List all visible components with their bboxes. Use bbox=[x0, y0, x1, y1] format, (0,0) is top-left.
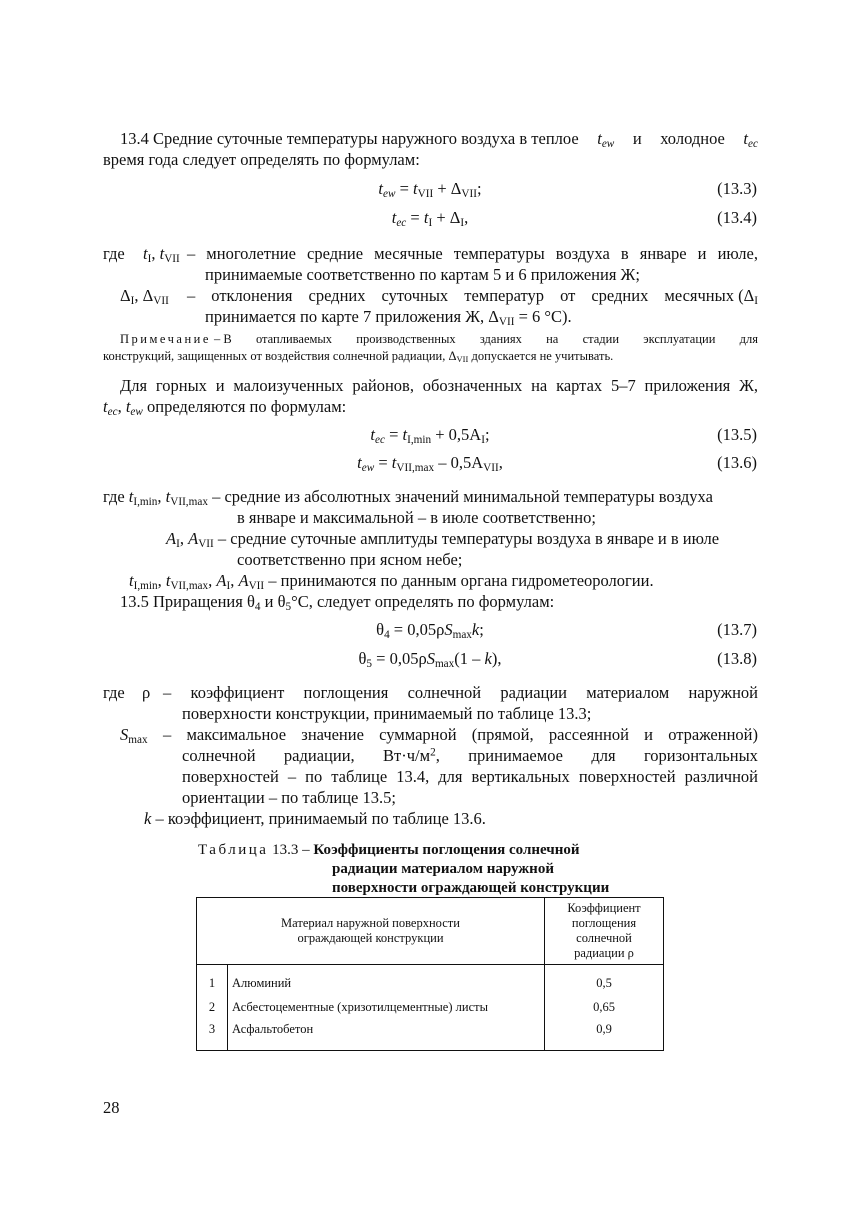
symbol: t bbox=[743, 129, 748, 148]
row-number: 1 bbox=[197, 971, 228, 995]
symbol: θ bbox=[376, 620, 385, 639]
subscript: I,min bbox=[133, 579, 158, 592]
symbol: t bbox=[370, 425, 375, 444]
text-span: поверхности ограждающей конструкции bbox=[332, 880, 610, 896]
subscript: ew bbox=[383, 187, 396, 200]
def2-text-line2 bbox=[205, 306, 572, 327]
subscript: 5 bbox=[285, 600, 292, 613]
row-material: Асфальтобетон bbox=[228, 1019, 545, 1051]
text-span: , bbox=[208, 571, 217, 590]
word: на bbox=[546, 332, 559, 346]
row-material: Асбестоцементные (хризотилцементные) листы bbox=[228, 995, 545, 1019]
text-span: 13.3 – bbox=[268, 842, 314, 858]
paragraph-13-4-line1 bbox=[120, 128, 758, 149]
text-span: , bbox=[230, 571, 239, 590]
equation-number-13-7: (13.7) bbox=[717, 620, 757, 639]
table-row bbox=[197, 1019, 664, 1051]
subscript: VII,max bbox=[170, 495, 208, 508]
symbol: k bbox=[471, 620, 480, 639]
subscript: ec bbox=[747, 137, 758, 150]
note-line1 bbox=[120, 331, 758, 348]
def2-symbols bbox=[120, 285, 169, 306]
subscript: ew bbox=[130, 405, 143, 418]
table-row bbox=[197, 971, 664, 995]
subscript: VII,max bbox=[396, 461, 435, 474]
header-coefficient bbox=[545, 898, 664, 965]
symbol: t bbox=[597, 129, 602, 148]
formula-13-6 bbox=[260, 452, 600, 473]
absorption-table bbox=[196, 897, 664, 1051]
text-span: – bbox=[210, 332, 224, 346]
text-span: где bbox=[103, 487, 129, 506]
def7-text-line3: поверхностей – по таблице 13.4, для вертикальных поверхностей различной bbox=[182, 767, 758, 786]
formula-13-4 bbox=[260, 207, 600, 228]
text-span: ; bbox=[476, 179, 482, 198]
subscript: I bbox=[176, 537, 180, 550]
symbol: t bbox=[391, 453, 397, 472]
def8-line bbox=[144, 808, 486, 829]
text-span: , bbox=[151, 244, 160, 263]
where-label-6: где bbox=[103, 683, 125, 702]
symbol: t bbox=[129, 571, 134, 590]
subscript: VII bbox=[483, 461, 499, 474]
text-span: , bbox=[117, 397, 126, 416]
subscript: VII bbox=[456, 354, 469, 365]
table-row bbox=[197, 995, 664, 1019]
symbol: Δ bbox=[120, 286, 131, 305]
def7-text-line2 bbox=[182, 745, 758, 766]
symbol: t bbox=[128, 487, 134, 506]
subscript: I bbox=[460, 216, 465, 229]
text-span: и θ bbox=[260, 592, 286, 611]
subscript: 4 bbox=[384, 628, 390, 641]
subscript: I,min bbox=[133, 495, 158, 508]
superscript: 2 bbox=[430, 746, 436, 759]
symbol: S bbox=[120, 725, 129, 744]
subscript: ew bbox=[601, 137, 615, 150]
symbol: t bbox=[402, 425, 408, 444]
def3-line1 bbox=[103, 486, 713, 507]
subscript: 5 bbox=[366, 657, 373, 670]
def6-text-line1: – коэффициент поглощения солнечной радиации материалом наружной bbox=[163, 683, 758, 702]
text-span: (1 – bbox=[454, 649, 485, 668]
symbol: k bbox=[144, 809, 152, 828]
word: суточных bbox=[381, 286, 449, 305]
text-span: 13.4 Средние суточные температуры наружного воздуха в теплое bbox=[120, 129, 579, 148]
subscript: I,min bbox=[407, 433, 432, 446]
subscript: VII,max bbox=[170, 579, 209, 592]
word: горизонтальных bbox=[643, 746, 758, 765]
equation-number-13-4: (13.4) bbox=[717, 208, 757, 227]
text-span: 13.5 Приращения θ bbox=[120, 592, 255, 611]
paragraph-mountain-line2 bbox=[103, 396, 346, 417]
text-span: , bbox=[179, 529, 189, 548]
text-span: ; bbox=[484, 425, 490, 444]
subscript: VII bbox=[164, 252, 180, 265]
formula-13-7 bbox=[260, 619, 600, 640]
word: принимаемое bbox=[468, 746, 563, 765]
word: – bbox=[187, 286, 196, 305]
text-span: + 0,5A bbox=[431, 425, 482, 444]
page-number: 28 bbox=[103, 1098, 120, 1117]
text-span: радиации ρ bbox=[574, 946, 634, 960]
symbol: t bbox=[143, 244, 148, 263]
row-value: 0,5 bbox=[545, 971, 664, 995]
symbol: S bbox=[444, 620, 453, 639]
word: стадии bbox=[582, 332, 620, 346]
word: для bbox=[591, 746, 616, 765]
paragraph-13-5 bbox=[120, 591, 554, 612]
symbol: A bbox=[188, 529, 199, 548]
subscript: I bbox=[130, 294, 135, 307]
text-span: = bbox=[406, 208, 424, 227]
text-span: ), bbox=[491, 649, 502, 668]
text-span: и bbox=[632, 129, 642, 148]
text-span: Материал наружной поверхности bbox=[281, 916, 460, 930]
def1-symbols bbox=[143, 243, 180, 264]
symbol: A bbox=[166, 529, 177, 548]
text-span: ; bbox=[479, 620, 484, 639]
def4-line2: соответственно при ясном небе; bbox=[237, 550, 463, 569]
equation-number-13-5: (13.5) bbox=[717, 425, 757, 444]
text-span: = 0,05ρ bbox=[372, 649, 427, 668]
text-span: = bbox=[395, 179, 414, 198]
text-span: , bbox=[157, 571, 166, 590]
text-span: Таблица bbox=[198, 842, 269, 858]
text-span: ограждающей конструкции bbox=[297, 931, 444, 945]
symbol: t bbox=[103, 397, 108, 416]
subscript: I bbox=[226, 579, 231, 592]
symbol: t bbox=[165, 571, 171, 590]
symbol: t bbox=[423, 208, 429, 227]
symbol: t bbox=[165, 487, 171, 506]
word: месячных ($\Delta_I$ bbox=[664, 286, 758, 307]
symbol: t bbox=[125, 397, 131, 416]
equation-number-13-6: (13.6) bbox=[717, 453, 757, 472]
text-span: Примечание bbox=[120, 332, 211, 346]
subscript: ec bbox=[375, 433, 385, 446]
text-span: – средние из абсолютных значений минимальной температуры воздуха bbox=[207, 487, 713, 506]
text-span: холодное bbox=[660, 129, 725, 148]
table-caption-line3 bbox=[332, 878, 609, 899]
subscript: I bbox=[428, 216, 433, 229]
word: $Вт\cdot ч/м^2$, bbox=[383, 746, 440, 765]
row-value: 0,9 bbox=[545, 1019, 664, 1051]
formula-13-8 bbox=[260, 648, 600, 669]
text-span: = 6 °C). bbox=[514, 307, 572, 326]
symbol-t-ew bbox=[597, 128, 614, 149]
text-span: конструкций, защищенных от воздействия солнечной радиации, Δ bbox=[103, 349, 457, 363]
def7-symbol bbox=[120, 724, 148, 745]
symbol: k bbox=[484, 649, 492, 668]
word: отапливаемых bbox=[255, 332, 333, 346]
symbol-t-ec bbox=[743, 128, 758, 149]
text-span: – 0,5A bbox=[434, 453, 484, 472]
text-span: солнечной bbox=[576, 931, 632, 945]
text-span: , bbox=[464, 208, 469, 227]
text-span: – принимаются по данным органа гидрометеорологии. bbox=[264, 571, 654, 590]
symbol: θ bbox=[358, 649, 367, 668]
word: средних bbox=[591, 286, 649, 305]
equation-number-13-8: (13.8) bbox=[717, 649, 757, 668]
word: от bbox=[560, 286, 576, 305]
subscript: VII bbox=[153, 294, 169, 307]
def1-text-line1: – многолетние средние месячные температуры воздуха в январе и июле, bbox=[187, 244, 758, 263]
def6-text-line2: поверхности конструкции, принимаемый по таблице 13.3; bbox=[182, 704, 592, 723]
symbol: t bbox=[413, 179, 418, 198]
formula-13-3 bbox=[260, 178, 600, 199]
table-caption-line2 bbox=[332, 859, 554, 880]
text-span: , bbox=[498, 453, 503, 472]
text-span: °C, следует определять по формулам: bbox=[291, 592, 555, 611]
subscript: max bbox=[434, 657, 455, 670]
word: солнечной bbox=[182, 746, 256, 765]
subscript: I bbox=[147, 252, 152, 265]
def7-text-line1: – максимальное значение суммарной (прямой, рассеянной и отраженной) bbox=[163, 725, 758, 744]
text-span: Коэффициент bbox=[567, 901, 641, 915]
note-line2 bbox=[103, 348, 613, 365]
paragraph-mountain-line1: Для горных и малоизученных районов, обозначенных на картах 5–7 приложения Ж, bbox=[120, 376, 758, 395]
word: производственных bbox=[356, 332, 456, 346]
text-span: – коэффициент, принимаемый по таблице 13.6. bbox=[151, 809, 486, 828]
subscript: max bbox=[128, 733, 148, 746]
text-span: поглощения bbox=[571, 916, 637, 930]
word: температур bbox=[464, 286, 545, 305]
subscript: VII bbox=[461, 187, 477, 200]
symbol: , Δ bbox=[134, 286, 154, 305]
word: эксплуатации bbox=[643, 332, 716, 346]
word: зданиях bbox=[479, 332, 522, 346]
def1-text-line2: принимаемые соответственно по картам 5 и 6 приложения Ж; bbox=[205, 265, 640, 284]
table-caption-line1 bbox=[198, 840, 580, 861]
equation-number-13-3: (13.3) bbox=[717, 179, 757, 198]
symbol: t bbox=[159, 244, 165, 263]
text-span: = bbox=[384, 425, 403, 444]
text-span: + Δ bbox=[432, 208, 461, 227]
subscript: VII bbox=[498, 315, 515, 328]
text-span: – средние суточные амплитуды температуры воздуха в январе и в июле bbox=[213, 529, 720, 548]
text-span: = 0,05ρ bbox=[389, 620, 445, 639]
text-span: , bbox=[157, 487, 166, 506]
subscript: max bbox=[452, 628, 472, 641]
subscript: ew bbox=[361, 461, 375, 474]
row-value: 0,65 bbox=[545, 995, 664, 1019]
subscript: ec bbox=[396, 216, 407, 229]
where-label-1: где bbox=[103, 244, 125, 263]
def2-text-line1 bbox=[187, 285, 758, 306]
def5-line bbox=[129, 570, 654, 591]
word: для bbox=[739, 332, 758, 346]
subscript: ec bbox=[107, 405, 118, 418]
subscript: VII bbox=[248, 579, 265, 592]
word: средних bbox=[308, 286, 366, 305]
word: радиации, bbox=[283, 746, 355, 765]
text-span: Коэффициенты поглощения солнечной bbox=[313, 842, 580, 858]
row-material: Алюминий bbox=[228, 971, 545, 995]
note-label: Примечание – В bbox=[120, 332, 232, 346]
word: отклонения bbox=[211, 286, 293, 305]
def3-line2: в январе и максимальной – в июле соответственно; bbox=[237, 508, 596, 527]
text-span: принимается по карте 7 приложения Ж, Δ bbox=[205, 307, 499, 326]
subscript: VII bbox=[198, 537, 214, 550]
symbol: t bbox=[391, 208, 397, 227]
symbol: t bbox=[378, 179, 384, 198]
table-header-row bbox=[197, 898, 664, 965]
symbol: A bbox=[238, 571, 249, 590]
subscript: VII bbox=[417, 187, 434, 200]
text-span: радиации материалом наружной bbox=[332, 861, 554, 877]
symbol: t bbox=[357, 453, 362, 472]
def6-symbol: ρ bbox=[142, 683, 151, 702]
row-number: 3 bbox=[197, 1019, 228, 1051]
symbol: S bbox=[426, 649, 435, 668]
def4-line1 bbox=[166, 528, 719, 549]
text-span: + Δ bbox=[433, 179, 462, 198]
def7-text-line4: ориентации – по таблице 13.5; bbox=[182, 788, 396, 807]
symbol: A bbox=[216, 571, 227, 590]
text-span: допускается не учитывать. bbox=[468, 349, 614, 363]
header-material bbox=[197, 898, 545, 965]
formula-13-5 bbox=[260, 424, 600, 445]
subscript: I bbox=[754, 294, 758, 307]
subscript: 4 bbox=[254, 600, 261, 613]
text-span: определяются по формулам: bbox=[142, 397, 347, 416]
row-number: 2 bbox=[197, 995, 228, 1019]
paragraph-13-4-line2: время года следует определять по формулам: bbox=[103, 150, 420, 169]
subscript: I bbox=[481, 433, 485, 446]
text-span: = bbox=[374, 453, 392, 472]
